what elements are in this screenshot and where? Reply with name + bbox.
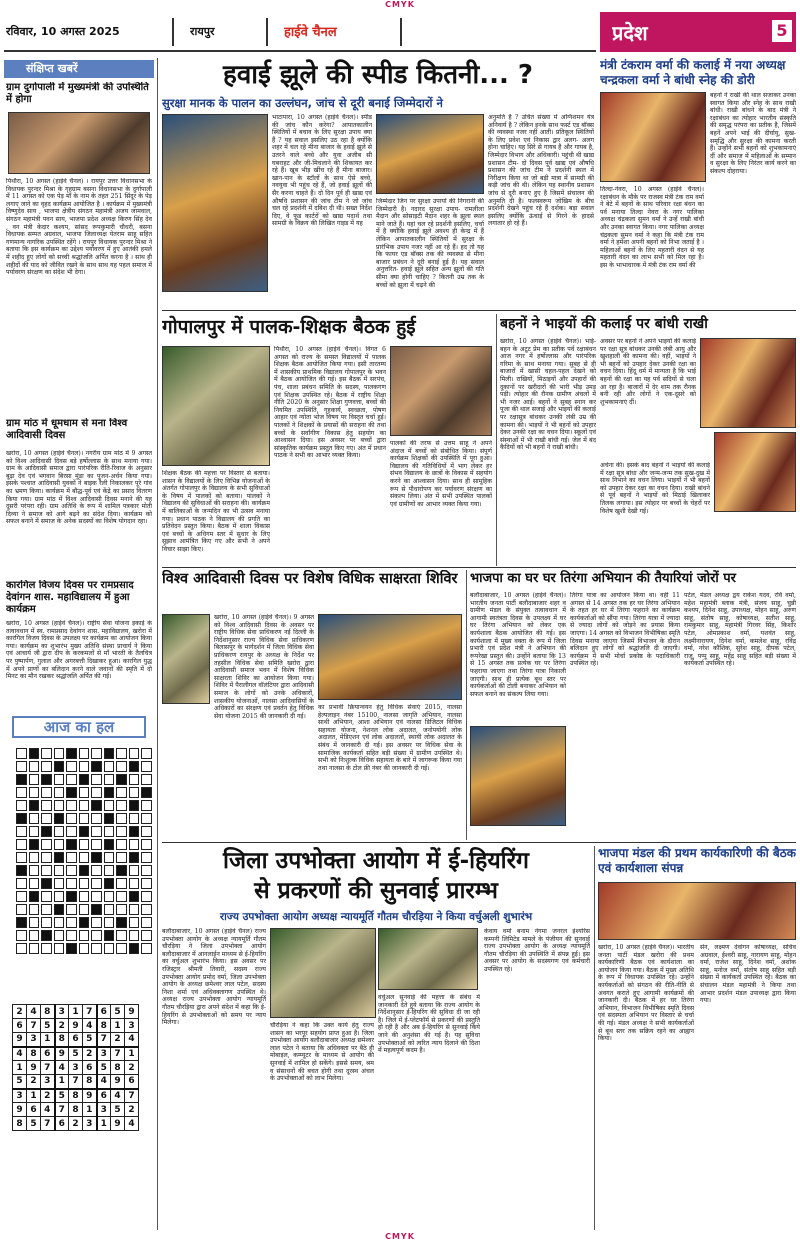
brief-3-title: कारगिल विजय दिवस पर रामप्रसाद देवांगन शास. महाविद्यालय में हुआ कार्यक्रम	[6, 580, 134, 615]
upbhokta-headline-1: जिला उपभोक्ता आयोग में ई-हियरिंग	[223, 848, 529, 874]
sudoku-cell: 2	[83, 1047, 97, 1061]
upbhokta-headline-2: से प्रकरणों की सुनवाई प्रारम्भ	[254, 878, 498, 904]
brief-1-title: ग्राम दुर्गापाली में मुख्यमंत्री की उपस्थिति में होगा	[6, 82, 149, 105]
sudoku-cell: 3	[125, 1019, 139, 1033]
sudoku-cell: 3	[55, 1005, 69, 1019]
sudoku-cell: 6	[97, 1089, 111, 1103]
gopalpur-body-3: पालकों की तरफ से उत्तम साहू ने अपने अंदाज में बच्चों को संबोधित किया। संपूर्ण कार्यक्रम शिक्षकों की उपस्थिति में पूरा हुआ। विद्यालय की गतिविधियों में भाग लेकर हर संभव विद्यालय के छात्रों के विकास में सहयोग करने का आश्वासन दिया। साथ ही सामूहिक रूप से पौधारोपण कर पर्यावरण संरक्षण का संकल्प लिया। अंत में सभी उपस्थित पालकों एवं ग्रामीणों का आभार व्यक्त किया गया।	[390, 440, 492, 508]
aaj-ka-hal-title: आज का हल	[12, 716, 146, 738]
upbhokta-body-3: वर्चुअल सुनवाई की महत्ता के संबंध में जानकारी देते हुये बताया कि राज्य आयोग के निर्देशानुसार ई-हियरिंग की सुविधा दी जा रही है। जिले में ई-प्लेटफॉर्म से प्रकरणों की प्रस्तुति हो रही है और अब ई-हियरिंग से सुनवाई किये जाने की अनुशंसा की गई है। यह सुविधा उपभोक्ताओं को त्वरित न्याय दिलाने की दिशा में महत्वपूर्ण कदम है।	[378, 994, 480, 1055]
sudoku-cell: 7	[125, 1089, 139, 1103]
divider	[172, 18, 174, 46]
gopalpur-body: पिथौरा, 10 अगस्त (हाईवे चैनल)। विगत 6 अगस्त को राज्य के समस्त विद्यालयों में पालक शिक्षक बैठक आयोजित किया गया। इसी तारतम्य में शासकीय प्राथमिक विद्यालय गोपालपुर के भवन में बैठक आयोजित की गई। इस बैठक में सरपंच, पंच, शाला प्रबंधन समिति के सदस्य, पालकगण एवं शिक्षक उपस्थित रहे। बैठक में राष्ट्रीय शिक्षा नीति 2020 के अनुसार शिक्षा गुणवत्ता, बच्चों की नियमित उपस्थिति, गृहकार्य, स्वच्छता, पोषण आहार एवं न्योता भोज विषय पर विस्तृत चर्चा हुई। पालकों ने शिक्षकों के प्रयासों की सराहना की तथा बच्चों के सर्वांगीण विकास हेतु सहयोग का आश्वासन दिया। इस अवसर पर बच्चों द्वारा सांस्कृतिक कार्यक्रम प्रस्तुत किए गए। अंत में प्रधान पाठक ने सभी का आभार व्यक्त किया।	[274, 346, 386, 460]
sudoku-cell: 6	[13, 1019, 27, 1033]
tiranga-story	[470, 570, 796, 840]
brief-2-body: खरोरा, 10 अगस्त (हाईवे चैनल)। नगरीय ग्राम मांठ में 9 अगस्त को विश्व आदिवासी दिवस बड़े हर्षोल्लास के साथ मनाया गया। ग्राम के आदिवासी समाज द्वारा पारंपरिक रीति-रिवाज के अनुसार बूढ़ा देव एवं भगवान बिरसा मुंडा का पूजन-अर्चन किया गया। इसके पश्चात आदिवासी युवकों ने बाइक रैली निकालकर पूरे गांव का भ्रमण किया। कार्यक्रम में बौद्ध-पूर्व एवं केंद्रे का प्रसाद वितरण किया गया। ग्राम मांठ में विश्व आदिवासी दिवस मनाने की यह दूसरी परंपरा रही। ग्राम अतिथि के रूप में शामिल पत्रकार मोती दिव्या ने समाज को आगे बढ़ने का संदेश दिया। कार्यक्रम को सफल बनाने में समाज के अनेक सदस्यों का विशेष योगदान रहा।	[6, 450, 152, 526]
gopalpur-body-2: शिक्षक बैठक की महत्ता पर विस्तार से बताया। शासन के विद्यालयों के लिए विभिन्न योजनाओं के अंतर्गत गोपालपुर के विद्यालय के सभी सुविधाओं के विषय में पालकों को बताया। पालकों ने विद्यालय की सुविधाओं की सराहना की। कार्यक्रम में बालिकाओं के जन्मदिन का भी उत्सव मनाया गया। प्रधान पाठक ने विद्यालय की प्रगति का प्रतिवेदन प्रस्तुत किया। बैठक में शाला विकास एवं बच्चों के अधिगम स्तर में सुधार के लिए सुझाव आमंत्रित किए गए और सभी ने अपने विचार साझा किए।	[162, 470, 270, 553]
rakhi-headline: बहनों ने भाइयों की कलाई पर बांधी राखी	[500, 316, 708, 332]
bhajpa-mandal-story	[598, 846, 796, 1230]
sudoku-cell: 2	[27, 1075, 41, 1089]
minister-photo	[600, 92, 706, 182]
briefs-column	[4, 58, 154, 578]
sudoku-cell: 2	[41, 1089, 55, 1103]
minister-body-right: बहनों ने राखी की थाल सजाकर उनका स्वागत किया और स्नेह के साथ राखी बांधी। राखी बांधने के बाद मंत्री ने रक्षाबंधन का त्योहार भारतीय संस्कृति की समृद्ध परंपरा का प्रतीक है, जिसमें बहनें अपने भाई की दीर्घायु, सुख-समृद्धि और सुरक्षा की कामना करती हैं। उन्होंने सभी बहनों को शुभकामनाएं दीं और समाज में महिलाओं के सम्मान व सुरक्षा के लिए निरंतर कार्य करने का संकल्प दोहराया।	[710, 92, 796, 175]
sudoku-cell: 5	[27, 1117, 41, 1131]
sudoku-cell: 7	[41, 1061, 55, 1075]
sudoku-cell: 6	[55, 1117, 69, 1131]
sudoku-cell: 1	[97, 1117, 111, 1131]
sudoku-cell: 2	[55, 1019, 69, 1033]
sudoku-cell: 3	[13, 1089, 27, 1103]
sudoku-cell: 9	[111, 1075, 125, 1089]
rakhi-body-3: अर्चना की। इसके बाद बहनों ने भाइयों की कलाई में रक्षा सूत्र बांधा और जन्म-जन्म तक सुख-दुख में साथ निभाने का वचन लिया। भाइयों ने भी बहनों को उपहार देकर रक्षा का वचन दिया। राखी बांधने से पूर्व बहनों ने भाइयों को मिठाई खिलाकर तिलक लगाया। इस त्योहार पर बच्चों के चेहरों पर विशेष खुशी देखी गई।	[600, 462, 710, 515]
divider	[400, 18, 402, 46]
adivasi-photo-1	[162, 614, 210, 704]
gopalpur-photo-1	[162, 346, 270, 466]
sudoku-solution-grid	[12, 1004, 139, 1131]
sudoku-cell: 1	[125, 1047, 139, 1061]
sudoku-cell: 3	[41, 1075, 55, 1089]
sudoku-cell: 2	[111, 1033, 125, 1047]
sudoku-cell: 6	[97, 1005, 111, 1019]
sudoku-cell: 9	[55, 1047, 69, 1061]
rakhi-khorora-story	[500, 314, 796, 564]
lead-col-3: अनुमति है ? उचित संख्या में अग्निशमन यंत्र अनिवार्य है ? लेकिन इनके साथ फर्स्ट एड बॉक्स की व्यवस्था नजर नहीं आती। प्रतिकूल स्थितियों के लिए प्रवेश एवं निकास द्वार अलग- अलग होना चाहिए। यह सिरे से गायब है और गायब है, जिम्मेदार विभाग और अधिकारी। पहुंची थी खाद्य प्रशासन टीम- दो दिवस पूर्व खाद्य एवं औषधि प्रशासन की जांच टीम ने प्रदर्शनी स्थल में निरीक्षण किया था जो बड़ी मात्रा में सामग्री की कड़ी जांच की थी। लेकिन यह स्थानीय प्रशासन जांच से दूरी बनाए हुए है जिसमें संचालन की अनुमति दी है। फलस्वरूप जोखिम के बीच प्रदर्शनी देखने पहुंच रहे हैं दर्शक। बड़ा सवाल इसलिए क्योंकि ऊंचाई से गिरने के हादसे लगातार हो रहे हैं।	[488, 114, 594, 228]
sudoku-cell: 4	[111, 1089, 125, 1103]
tiranga-body: बलौदाबाजार, 10 अगस्त (हाईवे चैनल)। भारतीय जनता पार्टी बलौदाबाजार शहर व ग्रामीण मंडल के संयुक्त तत्वावधान में आगामी स्वतंत्रता दिवस के उपलक्ष्य में घर घर तिरंगा अभियान को लेकर एक कार्यशाला बैठक आयोजित की गई। इस कार्यशाला में मुख्य वक्ता के रूप में जिला प्रभारी एवं प्रदेश मंत्री ने अभियान की रूपरेखा प्रस्तुत की। उन्होंने बताया कि 13 से 15 अगस्त तक प्रत्येक घर पर तिरंगा फहराया जाएगा तथा तिरंगा यात्रा निकाली जाएगी। साथ ही प्रत्येक बूथ स्तर पर कार्यकर्ताओं की टोली बनाकर अभियान को सफल बनाने का संकल्प लिया गया।	[470, 592, 566, 698]
sudoku-cell: 2	[13, 1005, 27, 1019]
sudoku-cell: 3	[97, 1047, 111, 1061]
sudoku-cell: 8	[55, 1033, 69, 1047]
sudoku-cell: 4	[125, 1033, 139, 1047]
lead-subhead: सुरक्षा मानक के पालन का उल्लंघन, जांच से दूरी बनाई जिम्मेदारों ने	[162, 96, 443, 110]
masthead	[4, 12, 596, 52]
sudoku-cell: 2	[69, 1117, 83, 1131]
sudoku-cell: 2	[125, 1061, 139, 1075]
upbhokta-body-4: केवाय वर्मा बनाम नेगमा जनरल इंश्योरेंस कम्पनी लिमिटेड मामले के पंजीयन की सुनवाई राज्य उपभोक्ता आयोग के अध्यक्ष न्यायमूर्ति गौतम चौरड़िया की उपस्थिति में संपन्न हुई। इस अवसर पर आयोग के सदस्यगण एवं कर्मचारी उपस्थित रहे।	[484, 928, 590, 973]
brief-1-body: पिथौरा, 10 अगस्त (हाईवे चैनल) । रायपुर उत्तर विधानसभा के विधायक पुरन्दर मिश्रा के गृहग्राम बसना विधानसभा के दुर्गापाली में 11 अगस्त को एक पेड़ माँ के नाम के तहत 251 सिंदूर के पेड़ लगाए जाने का वृहद कार्यक्रम आयोजित है । कार्यक्रम में मुख्यमंत्री विष्णुदेव साय , भाजपा क्षेत्रीय संगठन महामंत्री अजय जामवाल, संगठन महामंत्री पवन साय, भाजपा प्रदेश अध्यक्ष किरण सिंह देव , वन मंत्री केदार कश्यप, सांसद रूपकुमारी चौधरी, बसना विधायक सम्पत अग्रवाल, भाजपा जिलाध्यक्ष येतराम साहू सहित गणमान्य नागरिक उपस्थित रहेंगे । रायपुर विधायक पुरन्दर मिश्रा ने बताया कि इस कार्यक्रम का उद्देश्य पर्यावरण में हुए आतंकी हमले में शहीद हुए लोगों को सच्ची श्रद्धांजलि अर्पित करना है । साथ ही शहीदों की याद को जीवित रखने के साथ साथ यह पहल समाज में पर्यावरण संरक्षण का संदेश भी देगा।	[6, 178, 152, 277]
tiranga-body-3: पटेल, मंडल अध्यक्ष द्वय राकेश यदव, रवि वर्मा, महेश महामंत्री ब्लाक मंत्री, संजय साहू, चुन्नी कश्यप, दिनेश साहू, उपाध्यक्ष, मोहन साहू, अरुण साहू, संतोष साहू, कोषाध्यक्ष, सतीश साहू, रामकुमार साहू, महामंत्री गिरवर सिंह, किशोर पटेल, ओमप्रकाश वर्मा, यशवंत साहू, लक्ष्मीनारायण, दिनेश वर्मा, कमलेश साहू, रविंद्र वर्मा, नरेश कौशिक, सुरेश साहू, दीपक पटेल, राजू, पप्पू साहू, महेंद्र साहू सहित बड़ी संख्या में कार्यकर्ता उपस्थित रहे।	[684, 592, 796, 668]
minister-body-left: तिल्दा-नेवरा, 10 अगस्त (हाईवे चैनल)। रक्षाबंधन के मौके पर राजस्व मंत्री टंक राम वर्मा ने बेटे में बहनों के साथ परिवार रक्षा बंधन का पर्व मनाया तिल्दा नेवरा के नगर पालिका अध्यक्ष चंद्रकला सुमन वर्मा ने उन्हें राखी बांधी और उनका स्वागत किया। नगर पालिका अध्यक्ष चंद्रकला सुमन वर्मा ने कहा कि मंत्री टंक राम वर्मा ने हमेशा अपनी बहनों को निभा जताई है । महिलाओं बहनों के लिए महतारी वंदन से यह महतारी वंदन का लाभ सभी को मिल रहा है। इस के भाभाधारक में मंत्री टंक राम वर्मा की	[600, 186, 704, 269]
tiranga-headline: भाजपा का घर घर तिरंगा अभियान की तैयारियां जोरों पर	[470, 571, 736, 586]
lead-col-2: जिम्मेदार जिन पर सुरक्षा उपायों की निगरानी की जिम्मेदारी है। नदारद सुरक्षा उपाय- रामलीला मैदान और सोसाइटी मैदान शहर के झूला स्थल माने जाते हैं। यहां चल रहे प्रदर्शनी इसलिए, चर्चा में है क्योंकि हवाई झूले अवश्य ही केन्द्र में हैं लेकिन आपातकालीन स्थितियों में सुरक्षा के प्रारंभिक उपाय नजर नहीं आ रहे हैं। हद तो यह कि फायर एड बॉक्स तक की व्यवस्था से मीना बाजार प्रबंधन ने दूरी बनाई हुई है। यह सवाल अनुत्तरित- हवाई झूले सहित अन्य झूलों की गति सीमा क्या होनी चाहिए ? कितनी उम्र तक के बच्चों को झूला में चढ़ने की	[376, 198, 484, 289]
column-rule	[594, 846, 595, 1230]
upbhokta-story	[162, 846, 590, 1230]
sudoku-cell: 6	[69, 1033, 83, 1047]
sudoku-cell: 6	[41, 1047, 55, 1061]
sudoku-cell: 2	[125, 1103, 139, 1117]
sudoku-cell: 7	[69, 1075, 83, 1089]
rakhi-photo	[700, 338, 796, 428]
column-rule	[466, 570, 467, 840]
bhajpa-photo	[598, 882, 796, 940]
sudoku-cell: 8	[69, 1089, 83, 1103]
gopalpur-story	[162, 314, 492, 564]
sudoku-cell: 3	[27, 1033, 41, 1047]
gopalpur-headline: गोपालपुर में पालक-शिक्षक बैठक हुई	[162, 316, 416, 338]
issue-date: रविवार, 10 अगस्त 2025	[6, 25, 120, 38]
minister-headline: मंत्री टंकराम वर्मा की कलाई में नया अध्यक्ष चन्द्रकला वर्मा ने बांधी स्नेह की डोरी	[600, 58, 786, 87]
upbhokta-body: बलौदाबाजार, 10 अगस्त (हाईवे चैनल) राज्य उपभोक्ता आयोग के अध्यक्ष न्यायमूर्ति गौतम चौरड़िया ने जिला उपभोक्ता आयोग बलौदाबाजार में आनलाईन माध्यम से ई-हियरिंग का वर्चुअल शुभारंभ किया। इस अवसर पर रजिस्ट्रार श्रीमती तिवारी, सदस्य राज्य उपभोक्ता आयोग प्रमोद वर्मा, जिला उपभोक्ता आयोग के अध्यक्ष छमेश्वर लाल पटेल, सदस्य निशा शर्मा एवं अधिवक्तागण उपस्थित थे। अध्यक्ष राज्य उपभोक्ता आयोग न्यायमूर्ति गौतम चौरड़िया द्वारा अपने संदेश में कहा कि ई-हियरिंग से उपभोक्ताओं को समय पर न्याय मिलेगा।	[162, 928, 266, 1027]
sudoku-cell: 5	[41, 1019, 55, 1033]
top-cmyk-mark: CMYK	[385, 0, 415, 9]
bhajpa-body-2: सेन, लक्ष्मण देवांगन कोषाध्यक्ष, सचिव अग्रवाल, ईश्वरी साहू, नारायण साहू, मोहन वर्मा, राजेश साहू, दिनेश वर्मा, अशोक साहू, मनोज वर्मा, संतोष साहू सहित बड़ी संख्या में कार्यकर्ता उपस्थित रहे। बैठक का संचालन मंडल महामंत्री ने किया तथा आभार प्रदर्शन मंडल उपाध्यक्ष द्वारा किया गया।	[700, 944, 796, 1005]
sudoku-cell: 8	[97, 1019, 111, 1033]
brief-3-body: खरोरा, 10 अगस्त (हाईवे चैनल)। राष्ट्रीय सेवा योजना इकाई के तत्वावधान में स्व. रामप्रसाद देवांगन शास. महाविद्यालय, खरोरा में कारगिल विजय दिवस के उपलक्ष्य पर कार्यक्रम का आयोजन किया गया। कार्यक्रम का शुभारंभ मुख्य अतिथि संस्था प्राचार्य ने किया एवं आचार्य जी द्वारा दीप के करकमलों से माँ भारती के तैलचित्र पर पुष्पार्पण, गुलाल और अगरबत्ती दिखाकर हुआ। कारगिल युद्ध में अपने प्राणों का बलिदान करने वाले जवानों की स्मृति में दो मिनट का मौन रखकर श्रद्धांजलि अर्पित की गई।	[6, 620, 152, 681]
section-rule	[162, 567, 796, 568]
upbhokta-photo-2	[378, 928, 478, 990]
sudoku-cell: 4	[41, 1103, 55, 1117]
sudoku-cell: 3	[83, 1117, 97, 1131]
adivasi-body-2: का प्रभावी क्रियान्वयन हेतु विधिक सेवाएं 2015, नालसा हेल्पलाइन नंबर 15100, नालसा जागृति अभियान, नालसा साथी अभियान, आशा अभियान एवं नालसा डिजिटल विधिक सहायता योजना, नेशनल लोक अदालत, जनोपयोगी लोक अदालत, मेडिएशन एवं लोक अदालतों, स्थायी लोक अदालत के संबंध में जानकारी दी गई। इस अवसर पर विधिक सेवा के सामाजिक कार्यकर्ता सहित बड़ी संख्या में ग्रामीण उपस्थित थे। सभी को निःशुल्क विधिक सहायता के बारे में जागरूक किया गया तथा नालसा के टोल फ्री नंबर की जानकारी दी गई।	[318, 704, 462, 772]
brief-1-photo	[8, 112, 150, 174]
sudoku-cell: 9	[13, 1103, 27, 1117]
aaj-ka-hal-box	[4, 712, 154, 1232]
sudoku-cell: 1	[41, 1033, 55, 1047]
lead-photo-right	[376, 114, 484, 194]
adivasi-headline: विश्व आदिवासी दिवस पर विशेष विधिक साक्षरता शिविर	[162, 571, 458, 587]
sudoku-cell: 6	[125, 1075, 139, 1089]
adivasi-body: खरोरा, 10 अगस्त (हाईवे चैनल)। 9 अगस्त को विश्व आदिवासी दिवस के अवसर पर राष्ट्रीय विधिक सेवा प्राधिकरण नई दिल्ली के निर्देशानुसार राज्य विधिक सेवा प्राधिकरण बिलासपुर के मार्गदर्शन में जिला विधिक सेवा प्राधिकरण रायपुर के अध्यक्ष के निर्देश पर तहसील विधिक सेवा समिति खरोरा द्वारा आदिवासी समाज भवन में विशेष विधिक साक्षरता शिविर का आयोजन किया गया। शिविर में पैरालीगल वॉलंटियर द्वारा आदिवासी समाज के लोगों को उनके अधिकारों, शासकीय योजनाओं, नालसा आदिवासियों के अधिकारों का संरक्षण एवं प्रवर्तन हेतु विधिक सेवा योजना 2015 की जानकारी दी गई।	[214, 614, 314, 720]
city-name: रायपुर	[190, 25, 215, 38]
sudoku-cell: 5	[69, 1047, 83, 1061]
tiranga-body-2: तिरंगा यात्रा का आयोजन किया था। वहीं 11 अगस्त से 14 अगस्त तक हर घर तिरंगा अभियान के तहत हर घर में तिरंगा फहराने का कार्यक्रम कार्यकर्ताओं को सौंपा गया। तिरंगा यात्रा में ज्यादा से ज्यादा लोगों को जोड़ने का प्रयास किया जाएगा। 14 अगस्त को विभाजन विभीषिका स्मृति दिवस मनाया जाएगा जिसमें विभाजन के दौरान बलिदान हुए लोगों को श्रद्धांजलि दी जाएगी। कार्यक्रम में सभी मोर्चा प्रकोष्ठ के पदाधिकारी उपस्थित रहे।	[570, 592, 680, 668]
sudoku-cell: 3	[69, 1061, 83, 1075]
minister-rakhi-story	[600, 58, 796, 308]
upbhokta-body-2: चौरड़िया ने कहा कि उक्त कार्य हेतु राज्य शासन का भरपूर सहयोग प्राप्त हुआ है। जिला उपभोक्ता आयोग बलौदाबाजार अध्यक्ष छमेश्वर लाल पटेल ने बताया कि अधिवक्ता पर बैठे ही मोबाइल, कम्प्यूटर के माध्यम से आयोग की सुनवाई में शामिल हो सकेंगे। इससे समय, श्रम व संसाधनों की बचत होगी तथा दूरस्थ अंचल के उपभोक्ताओं को लाभ मिलेगा।	[270, 1022, 374, 1083]
sudoku-cell: 7	[83, 1005, 97, 1019]
sudoku-cell: 9	[69, 1019, 83, 1033]
sudoku-cell: 9	[125, 1005, 139, 1019]
tiranga-photo-1	[470, 726, 566, 826]
sudoku-cell: 8	[111, 1061, 125, 1075]
section-title: प्रदेश	[612, 21, 648, 45]
section-rule	[162, 842, 796, 843]
adivasi-story	[162, 570, 462, 840]
rakhi-photo-2	[714, 432, 796, 512]
lead-headline: हवाई झूले की स्पीड कितनी... ?	[223, 60, 533, 90]
sudoku-cell: 5	[111, 1103, 125, 1117]
sudoku-cell: 5	[55, 1089, 69, 1103]
sudoku-cell: 6	[27, 1103, 41, 1117]
sudoku-cell: 9	[27, 1061, 41, 1075]
sudoku-cell: 4	[125, 1117, 139, 1131]
sudoku-cell: 5	[83, 1033, 97, 1047]
sudoku-cell: 8	[83, 1075, 97, 1089]
upbhokta-photo-1	[270, 928, 376, 1018]
lead-col-1: भाटापारा, 10 अगस्त (हाईवे चैनल)। स्पीड की जांच कौन करेगा? आपातकालीन स्थितियों में बचाव के लिए सुरक्षा उपाय क्या हैं ? यह सवाल इसलिए उठ रहा है क्योंकि शहर में चल रहे मीना बाजार के हवाई झूले से उतरने वाले बच्चे और युवा अजीब सी घबराहट और जी-मिचलाने की शिकायत कर रहे हैं। खूब भीड़ खींच रहे हैं मीना बाजार। खान-पान के स्टॉलों के साथ ऐसे बच्चे, नवयुवा भी पहुंच रहे हैं, जो हवाई झूलों की सैर करना चाहते हैं। दो दिन पूर्व ही खाद्य एवं औषधि प्रशासन की जांच टीम ने जो जांच चल रहे प्रदर्शनी में दबिश दी थी। सख्त निर्देश दिए, वे फूड कार्टरों को खाद्य पदार्थ तथा सामग्री के विक्रय की लिखित गाइड में यह	[272, 114, 372, 228]
sudoku-cell: 8	[41, 1005, 55, 1019]
sudoku-cell: 4	[83, 1019, 97, 1033]
sudoku-cell: 9	[83, 1089, 97, 1103]
section-rule	[162, 310, 796, 311]
sudoku-cell: 7	[55, 1103, 69, 1117]
column-rule	[157, 58, 158, 1230]
page-number: 5	[772, 20, 792, 42]
sudoku-cell: 1	[83, 1103, 97, 1117]
bottom-cmyk-mark: CMYK	[385, 1232, 415, 1241]
brief-2-title: ग्राम मांठ में धूमधाम से मना विश्व आदिवासी दिवस	[6, 418, 128, 441]
sudoku-cell: 4	[27, 1005, 41, 1019]
sudoku-cell: 8	[27, 1047, 41, 1061]
sudoku-cell: 8	[69, 1103, 83, 1117]
bhajpa-headline: भाजपा मंडल की प्रथम कार्यकारिणी की बैठक एवं कार्यशाला संपन्न	[598, 846, 796, 875]
rakhi-body-2: अवसर पर बहनों ने अपने भाइयों की कलाई पर रक्षा सूत्र बांधकर उनकी लंबी आयु और खुशहाली की कामना की। वहीं, भाइयों ने भी बहनों को उपहार देकर उनकी रक्षा का वचन दिया। हिंदू धर्म में मान्यता है कि भाई बहनों की रक्षा का यह पर्व सदियों से चला आ रहा है। बाजारों में देर शाम तक रौनक बनी रही और लोगों ने एक-दूसरे को शुभकामनाएं दीं।	[600, 338, 696, 406]
sudoku-cell: 1	[69, 1005, 83, 1019]
sudoku-cell: 4	[55, 1061, 69, 1075]
sudoku-cell: 1	[27, 1089, 41, 1103]
upbhokta-subhead: राज्य उपभोक्ता आयोग अध्यक्ष न्यायमूर्ति गौतम चौरड़िया ने किया वर्चुअली शुभारंभ	[219, 911, 533, 923]
lead-story	[162, 58, 594, 308]
rakhi-body: खरोरा, 10 अगस्त (हाईवे चैनल)। भाई-बहन के अटूट प्रेम का प्रतीक पर्व रक्षाबंधन आज नगर में हर्षोल्लास और पारंपरिक गरिमा के साथ मनाया गया। सुबह से ही बाजारों में खासी चहल-पहल देखने को मिली। राखियों, मिठाइयों और उपहारों की दुकानों पर खरीदारों की भारी भीड़ उमड़ पड़ी। त्योहार की रौनक ग्रामीण अंचलों में भी नजर आई। बहनों ने सुबह स्नान कर पूजा की थाल सजाई और भाइयों की कलाई पर रक्षासूत्र बांधकर उनकी लंबी उम्र की कामना की। भाइयों ने भी बहनों को उपहार देकर उनकी रक्षा का वचन दिया। स्कूलों एवं संस्थाओं में भी राखी बांधी गई। जेल में बंद कैदियों को भी बहनों ने राखी बांधी।	[500, 338, 596, 452]
briefs-label: संक्षिप्त खबरें	[4, 60, 154, 78]
divider	[266, 18, 268, 46]
sudoku-cell: 9	[13, 1033, 27, 1047]
sudoku-cell: 7	[27, 1019, 41, 1033]
sudoku-cell: 5	[97, 1061, 111, 1075]
sudoku-cell: 5	[13, 1075, 27, 1089]
sudoku-cell: 6	[83, 1061, 97, 1075]
adivasi-photo-2	[318, 614, 462, 700]
sudoku-cell: 7	[41, 1117, 55, 1131]
sudoku-cell: 8	[13, 1117, 27, 1131]
brand-logo: हाईवे चैनल	[284, 25, 337, 40]
sudoku-cell: 4	[13, 1047, 27, 1061]
section-bar	[600, 12, 796, 52]
bhajpa-body: खरोरा, 10 अगस्त (हाईवे चैनल)। भारतीय जनता पार्टी मंडल खरोरा की प्रथम कार्यकारिणी बैठक एवं कार्यशाला का आयोजन किया गया। बैठक में मुख्य अतिथि के रूप में विधायक उपस्थित रहे। उन्होंने कार्यकर्ताओं को संगठन की रीति-नीति से अवगत कराते हुए आगामी कार्यक्रमों की जानकारी दी। बैठक में हर घर तिरंगा अभियान, विभाजन विभीषिका स्मृति दिवस एवं सदस्यता अभियान पर विस्तार से चर्चा की गई। मंडल अध्यक्ष ने सभी कार्यकर्ताओं से बूथ स्तर तक सक्रिय रहने का आह्वान किया।	[598, 944, 694, 1043]
column-rule	[496, 314, 497, 566]
crossword-grid	[14, 746, 154, 956]
sudoku-cell: 1	[13, 1061, 27, 1075]
brief-3	[4, 580, 154, 710]
sudoku-cell: 7	[97, 1033, 111, 1047]
lead-photo-left	[162, 114, 268, 292]
sudoku-cell: 3	[97, 1103, 111, 1117]
sudoku-cell: 4	[97, 1075, 111, 1089]
sudoku-cell: 1	[55, 1075, 69, 1089]
gopalpur-photo-2	[390, 346, 492, 436]
sudoku-cell: 1	[111, 1019, 125, 1033]
sudoku-cell: 7	[111, 1047, 125, 1061]
sudoku-cell: 9	[111, 1117, 125, 1131]
sudoku-cell: 5	[111, 1005, 125, 1019]
